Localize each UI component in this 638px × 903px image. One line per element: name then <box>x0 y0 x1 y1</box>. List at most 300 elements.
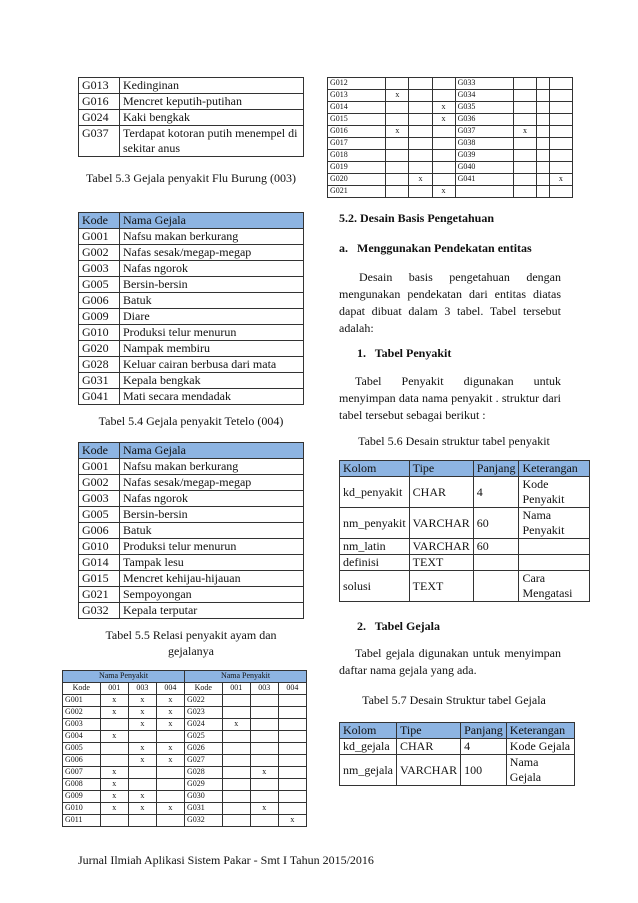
penyakit-001-cell <box>222 731 250 743</box>
kode-cell: G005 <box>79 277 120 293</box>
table-row <box>79 357 304 373</box>
table-5-5-continued <box>327 77 573 198</box>
penyakit-001-cell <box>222 803 250 815</box>
penyakit-001-cell <box>386 150 409 162</box>
table-row <box>63 707 307 719</box>
section-a-heading: a. Menggunakan Pendekatan entitas <box>339 241 532 255</box>
kode-cell: G002 <box>79 475 120 491</box>
penyakit-004-cell <box>278 719 306 731</box>
kode-cell: G023 <box>184 707 222 719</box>
penyakit-003-cell: x <box>128 791 156 803</box>
penyakit-004-cell <box>549 162 572 174</box>
penyakit-001-cell: x <box>100 791 128 803</box>
penyakit-004-cell: x <box>432 186 455 198</box>
penyakit-004-cell: x <box>156 719 184 731</box>
keterangan-cell: Nama Gejala <box>506 755 574 786</box>
table-row <box>328 114 573 126</box>
penyakit-001-cell <box>222 815 250 827</box>
penyakit-004-cell <box>549 150 572 162</box>
table-row <box>340 739 575 755</box>
penyakit-004-cell: x <box>156 707 184 719</box>
penyakit-001-cell <box>513 162 536 174</box>
penyakit-004-cell <box>432 126 455 138</box>
penyakit-004-cell: x <box>278 815 306 827</box>
kode-cell: G031 <box>184 803 222 815</box>
kode-cell: G006 <box>63 755 101 767</box>
table-row <box>328 126 573 138</box>
penyakit-001-cell <box>222 695 250 707</box>
penyakit-004-cell: x <box>432 114 455 126</box>
kode-cell: G002 <box>79 245 120 261</box>
table-row <box>340 508 590 539</box>
table-row <box>79 555 304 571</box>
kode-cell: G016 <box>328 126 386 138</box>
nama-gejala-cell: Produksi telur menurun <box>120 539 304 555</box>
caption-tabel-5-4: Tabel 5.4 Gejala penyakit Tetelo (004) <box>98 414 284 428</box>
penyakit-004-cell <box>432 162 455 174</box>
keterangan-cell <box>519 555 590 571</box>
kode-cell: G025 <box>184 731 222 743</box>
kode-cell: G021 <box>79 587 120 603</box>
table-row <box>63 791 307 803</box>
penyakit-003-cell: x <box>128 743 156 755</box>
kode-cell <box>455 186 513 198</box>
penyakit-004-cell <box>549 78 572 90</box>
penyakit-004-cell <box>549 138 572 150</box>
kode-cell: G019 <box>328 162 386 174</box>
table-row <box>79 571 304 587</box>
penyakit-003-cell <box>537 78 550 90</box>
penyakit-004-cell: x <box>156 803 184 815</box>
penyakit-004-cell <box>432 174 455 186</box>
table-row <box>79 229 304 245</box>
nama-gejala-cell: Produksi telur menurun <box>120 325 304 341</box>
penyakit-001-cell: x <box>100 803 128 815</box>
penyakit-001-cell <box>222 791 250 803</box>
kode-cell: G037 <box>455 126 513 138</box>
penyakit-001-cell <box>513 174 536 186</box>
th-keterangan-cell: Keterangan <box>506 723 574 739</box>
table-row <box>340 755 575 786</box>
penyakit-004-cell: x <box>156 695 184 707</box>
penyakit-001-cell <box>386 174 409 186</box>
panjang-cell: 4 <box>461 739 507 755</box>
kode-cell: G022 <box>184 695 222 707</box>
th-kolom-cell: Kolom <box>340 723 397 739</box>
penyakit-004-cell <box>432 78 455 90</box>
penyakit-003-cell <box>250 815 278 827</box>
penyakit-003-cell <box>537 186 550 198</box>
nama-gejala-cell: Mencret kehijau-hijauan <box>120 571 304 587</box>
penyakit-001-cell <box>386 138 409 150</box>
kode-cell: G012 <box>328 78 386 90</box>
kode-cell: G020 <box>79 341 120 357</box>
group-header-left: Nama Penyakit <box>63 671 185 683</box>
kode-cell: G030 <box>184 791 222 803</box>
kode-cell: G001 <box>79 229 120 245</box>
table-row <box>328 78 573 90</box>
table-row <box>79 341 304 357</box>
kode-cell: G033 <box>455 78 513 90</box>
penyakit-004-cell <box>278 695 306 707</box>
penyakit-004-cell <box>156 815 184 827</box>
penyakit-001-cell: x <box>100 779 128 791</box>
kode-cell: G006 <box>79 293 120 309</box>
kode-cell: G018 <box>328 150 386 162</box>
kolom-cell: nm_penyakit <box>340 508 410 539</box>
penyakit-001-cell <box>100 743 128 755</box>
keterangan-cell: Kode Gejala <box>506 739 574 755</box>
kode-cell: G013 <box>328 90 386 102</box>
penyakit-004-cell <box>156 767 184 779</box>
kode-cell: G036 <box>455 114 513 126</box>
table-row <box>79 325 304 341</box>
penyakit-001-cell <box>100 719 128 731</box>
kode-cell: G029 <box>184 779 222 791</box>
penyakit-004-cell <box>278 779 306 791</box>
table-row <box>63 779 307 791</box>
penyakit-003-cell <box>537 90 550 102</box>
penyakit-001-cell: x <box>100 707 128 719</box>
kode-cell: G010 <box>79 539 120 555</box>
kode-cell: G038 <box>455 138 513 150</box>
nama-gejala-cell: Nampak membiru <box>120 341 304 357</box>
caption-tabel-5-3: Tabel 5.3 Gejala penyakit Flu Burung (003) <box>85 171 297 185</box>
kode-cell: G041 <box>455 174 513 186</box>
kode-cell: G004 <box>63 731 101 743</box>
penyakit-001-cell: x <box>386 126 409 138</box>
penyakit-001-cell <box>513 186 536 198</box>
kode-cell: G003 <box>79 261 120 277</box>
keterangan-cell <box>519 539 590 555</box>
penyakit-003-cell: x <box>250 803 278 815</box>
table-row <box>79 245 304 261</box>
table-row <box>79 603 304 619</box>
penyakit-003-cell: x <box>128 695 156 707</box>
penyakit-003-cell: x <box>409 174 432 186</box>
penyakit-003-cell <box>537 162 550 174</box>
penyakit-001-cell <box>513 150 536 162</box>
th-kode-cell: Kode <box>63 683 101 695</box>
penyakit-004-cell <box>156 791 184 803</box>
table-row <box>79 587 304 603</box>
penyakit-004-cell <box>156 731 184 743</box>
table-row <box>63 815 307 827</box>
penyakit-003-cell <box>537 102 550 114</box>
section-5-2-heading: 5.2. Desain Basis Pengetahuan <box>339 211 495 225</box>
kode-cell: G028 <box>79 357 120 373</box>
penyakit-003-cell <box>409 186 432 198</box>
penyakit-003-cell <box>409 162 432 174</box>
penyakit-004-cell <box>278 731 306 743</box>
penyakit-004-cell <box>549 114 572 126</box>
penyakit-003-cell <box>250 743 278 755</box>
page-footer: Jurnal Ilmiah Aplikasi Sistem Pakar - Smt I Tahun 2015/2016 <box>78 853 374 867</box>
nama-gejala-cell: Nafsu makan berkurang <box>120 229 304 245</box>
penyakit-004-cell <box>432 90 455 102</box>
nama-gejala-cell: Nafas ngorok <box>120 491 304 507</box>
nama-gejala-cell: Terdapat kotoran putih menempel di sekitar anus <box>120 126 304 157</box>
th-tipe-cell: Tipe <box>409 461 473 477</box>
tipe-cell: CHAR <box>409 477 473 508</box>
panjang-cell: 60 <box>473 539 519 555</box>
penyakit-003-cell <box>409 78 432 90</box>
kolom-cell: solusi <box>340 571 410 602</box>
nama-gejala-cell: Kepala bengkak <box>120 373 304 389</box>
penyakit-001-cell <box>386 162 409 174</box>
penyakit-003-cell <box>250 695 278 707</box>
kode-cell: G027 <box>184 755 222 767</box>
kode-cell: G040 <box>455 162 513 174</box>
table-row <box>63 767 307 779</box>
penyakit-004-cell <box>278 743 306 755</box>
kolom-cell: definisi <box>340 555 410 571</box>
nama-gejala-cell: Kedinginan <box>120 78 304 94</box>
tipe-cell: VARCHAR <box>409 508 473 539</box>
nama-gejala-cell: Batuk <box>120 523 304 539</box>
th-kode-cell: Kode <box>184 683 222 695</box>
kode-cell: G003 <box>79 491 120 507</box>
kode-cell: G039 <box>455 150 513 162</box>
kode-cell: G021 <box>328 186 386 198</box>
keterangan-cell: Cara Mengatasi <box>519 571 590 602</box>
kode-cell: G009 <box>79 309 120 325</box>
penyakit-001-cell <box>100 755 128 767</box>
nama-gejala-cell: Kepala terputar <box>120 603 304 619</box>
penyakit-003-cell <box>409 126 432 138</box>
kode-cell: G017 <box>328 138 386 150</box>
penyakit-004-cell <box>278 707 306 719</box>
th-kode: Kode <box>79 443 120 459</box>
kode-cell: G026 <box>184 743 222 755</box>
table-row <box>79 389 304 405</box>
table-5-3 <box>78 212 304 405</box>
table-row <box>340 571 590 602</box>
paragraph-tabel-penyakit: Tabel Penyakit digunakan untuk menyimpan data nama penyakit . struktur dari tabel tersebut sebagai berikut : <box>339 374 561 422</box>
kode-cell: G028 <box>184 767 222 779</box>
penyakit-004-cell <box>549 126 572 138</box>
table-row <box>328 90 573 102</box>
th-tipe-cell: Tipe <box>396 723 460 739</box>
penyakit-001-cell <box>513 102 536 114</box>
penyakit-004-cell <box>432 138 455 150</box>
penyakit-001-cell <box>513 90 536 102</box>
th-panjang-cell: Panjang <box>473 461 519 477</box>
nama-gejala-cell: Kaki bengkak <box>120 110 304 126</box>
kode-cell: G011 <box>63 815 101 827</box>
penyakit-001-cell <box>222 707 250 719</box>
penyakit-004-cell <box>156 779 184 791</box>
tipe-cell: CHAR <box>396 739 460 755</box>
penyakit-003-cell <box>409 150 432 162</box>
kode-cell: G024 <box>79 110 120 126</box>
penyakit-003-cell <box>409 102 432 114</box>
penyakit-001-cell <box>222 779 250 791</box>
table-row <box>340 539 590 555</box>
penyakit-004-cell <box>278 791 306 803</box>
section-1-heading: 1. Tabel Penyakit <box>357 346 452 360</box>
table-row <box>79 78 304 94</box>
kode-cell: G014 <box>328 102 386 114</box>
penyakit-003-cell <box>409 90 432 102</box>
table-row <box>79 94 304 110</box>
nama-gejala-cell: Nafsu makan berkurang <box>120 459 304 475</box>
kode-cell: G002 <box>63 707 101 719</box>
penyakit-004-cell <box>432 150 455 162</box>
kode-cell: G005 <box>79 507 120 523</box>
penyakit-001-cell: x <box>100 731 128 743</box>
panjang-cell: 60 <box>473 508 519 539</box>
penyakit-001-cell <box>513 114 536 126</box>
th-penyakit-003-cell: 003 <box>250 683 278 695</box>
th-penyakit-004-cell: 004 <box>156 683 184 695</box>
penyakit-004-cell: x <box>156 755 184 767</box>
nama-gejala-cell: Nafas ngorok <box>120 261 304 277</box>
penyakit-001-cell: x <box>513 126 536 138</box>
table-row <box>328 162 573 174</box>
kode-cell: G006 <box>79 523 120 539</box>
table-5-7 <box>339 722 575 786</box>
kode-cell: G035 <box>455 102 513 114</box>
penyakit-003-cell <box>250 731 278 743</box>
kolom-cell: kd_gejala <box>340 739 397 755</box>
penyakit-001-cell <box>386 114 409 126</box>
penyakit-004-cell <box>549 102 572 114</box>
kode-cell: G034 <box>455 90 513 102</box>
kode-cell: G010 <box>63 803 101 815</box>
paragraph-tabel-gejala: Tabel gejala digunakan untuk menyimpan daftar nama gejala yang ada. <box>339 646 561 677</box>
penyakit-004-cell <box>278 755 306 767</box>
table-row <box>79 491 304 507</box>
penyakit-004-cell: x <box>549 174 572 186</box>
penyakit-003-cell <box>128 779 156 791</box>
table-row <box>79 309 304 325</box>
table-row <box>63 719 307 731</box>
penyakit-003-cell <box>537 126 550 138</box>
penyakit-003-cell <box>537 174 550 186</box>
table-row <box>79 110 304 126</box>
table-row <box>63 755 307 767</box>
table-row <box>340 555 590 571</box>
kode-cell: G016 <box>79 94 120 110</box>
penyakit-003-cell: x <box>128 755 156 767</box>
table-row <box>63 743 307 755</box>
penyakit-001-cell <box>386 102 409 114</box>
penyakit-003-cell <box>250 779 278 791</box>
table-row <box>63 695 307 707</box>
nama-gejala-cell: Tampak lesu <box>120 555 304 571</box>
panjang-cell <box>473 571 519 602</box>
table-row <box>63 731 307 743</box>
table-row <box>63 803 307 815</box>
penyakit-004-cell <box>549 186 572 198</box>
nama-gejala-cell: Nafas sesak/megap-megap <box>120 475 304 491</box>
penyakit-003-cell <box>128 731 156 743</box>
table-row <box>79 523 304 539</box>
penyakit-001-cell: x <box>100 767 128 779</box>
penyakit-003-cell <box>409 138 432 150</box>
table-row <box>79 459 304 475</box>
th-kode: Kode <box>79 213 120 229</box>
penyakit-004-cell <box>549 90 572 102</box>
table-5-5 <box>62 670 307 827</box>
penyakit-003-cell: x <box>128 803 156 815</box>
penyakit-001-cell <box>222 755 250 767</box>
kode-cell: G001 <box>79 459 120 475</box>
caption-tabel-5-6: Tabel 5.6 Desain struktur tabel penyakit <box>358 434 550 448</box>
penyakit-004-cell <box>278 767 306 779</box>
th-penyakit-004-cell: 004 <box>278 683 306 695</box>
penyakit-003-cell <box>537 150 550 162</box>
kode-cell: G005 <box>63 743 101 755</box>
keterangan-cell: Kode Penyakit <box>519 477 590 508</box>
penyakit-001-cell <box>386 186 409 198</box>
kode-cell: G014 <box>79 555 120 571</box>
tipe-cell: VARCHAR <box>409 539 473 555</box>
penyakit-001-cell <box>100 815 128 827</box>
penyakit-001-cell: x <box>100 695 128 707</box>
kode-cell: G020 <box>328 174 386 186</box>
group-header-right: Nama Penyakit <box>184 671 306 683</box>
penyakit-003-cell: x <box>250 767 278 779</box>
table-row <box>340 477 590 508</box>
penyakit-003-cell: x <box>128 719 156 731</box>
th-penyakit-001-cell: 001 <box>100 683 128 695</box>
th-panjang-cell: Panjang <box>461 723 507 739</box>
nama-gejala-cell: Mati secara mendadak <box>120 389 304 405</box>
kode-cell: G041 <box>79 389 120 405</box>
kode-cell: G013 <box>79 78 120 94</box>
kolom-cell: nm_latin <box>340 539 410 555</box>
table-row <box>328 102 573 114</box>
penyakit-003-cell <box>250 791 278 803</box>
kode-cell: G015 <box>328 114 386 126</box>
table-row <box>79 293 304 309</box>
keterangan-cell: Nama Penyakit <box>519 508 590 539</box>
penyakit-003-cell <box>250 707 278 719</box>
panjang-cell: 100 <box>461 755 507 786</box>
kolom-cell: nm_gejala <box>340 755 397 786</box>
penyakit-003-cell: x <box>128 707 156 719</box>
table-5-6 <box>339 460 590 602</box>
table-row <box>328 186 573 198</box>
kode-cell: G010 <box>79 325 120 341</box>
penyakit-004-cell: x <box>156 743 184 755</box>
penyakit-003-cell <box>250 755 278 767</box>
table-row <box>79 261 304 277</box>
th-penyakit-001-cell: 001 <box>222 683 250 695</box>
penyakit-003-cell <box>128 815 156 827</box>
table-row <box>328 174 573 186</box>
kode-cell: G003 <box>63 719 101 731</box>
table-row <box>79 126 304 157</box>
table-row <box>79 539 304 555</box>
penyakit-001-cell <box>513 78 536 90</box>
caption-tabel-5-5: Tabel 5.5 Relasi penyakit ayam dan gejalanya <box>105 628 277 658</box>
penyakit-001-cell: x <box>386 90 409 102</box>
kode-cell: G032 <box>79 603 120 619</box>
table-gejala-top <box>78 77 304 157</box>
penyakit-001-cell <box>513 138 536 150</box>
tipe-cell: TEXT <box>409 571 473 602</box>
penyakit-001-cell <box>222 767 250 779</box>
kode-cell: G001 <box>63 695 101 707</box>
penyakit-001-cell <box>222 743 250 755</box>
nama-gejala-cell: Sempoyongan <box>120 587 304 603</box>
nama-gejala-cell: Nafas sesak/megap-megap <box>120 245 304 261</box>
table-row <box>79 507 304 523</box>
caption-tabel-5-7: Tabel 5.7 Desain Struktur tabel Gejala <box>362 693 546 707</box>
